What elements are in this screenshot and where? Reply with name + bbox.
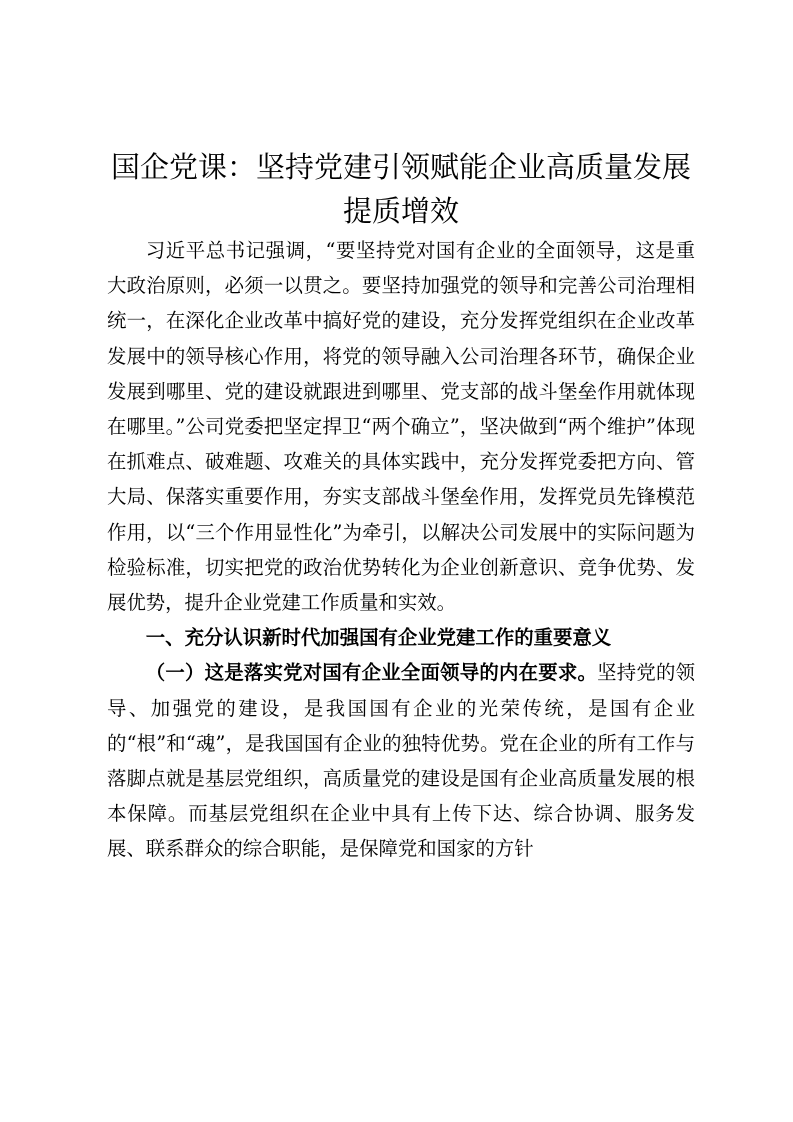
document-title xyxy=(107,145,695,233)
intro-paragraph: 习近平总书记强调，“要坚持党对国有企业的全面领导，这是重大政治原则，必须一以贯之。要坚持加强党的领导和完善公司治理相统一，在深化企业改革中搞好党的建设，充分发挥党组织在企业改革发展中的领导核心作用，将党的领导融入公司治理各环节，确保企业发展到哪里、党的建设就跟进到哪里、党支部的战斗堡垒作用就体现在哪里。”公司党委把坚定捍卫“两个确立”，坚决做到“两个维护”体现在抓难点、破难题、攻难关的具体实践中，充分发挥党委把方向、管大局、保落实重要作用，夯实支部战斗堡垒作用，发挥党员先锋模范作用，以“三个作用显性化”为牵引，以解决公司发展中的实际问题为检验标准，切实把党的政治优势转化为企业创新意识、竞争优势、发展优势，提升企业党建工作质量和实效。 xyxy=(107,239,695,615)
title-line-2: 提质增效 xyxy=(342,194,459,228)
document-body xyxy=(107,145,695,867)
subsection-paragraph xyxy=(107,655,695,866)
subsection-body: 坚持党的领导、加强党的建设，是我国国有企业的光荣传统，是国有企业的“根”和“魂”，是我国国有企业的独特优势。党在企业的所有工作与落脚点就是基层党组织，高质量党的建设是国有企业高质量发展的根本保障。而基层党组织在企业中具有上传下达、综合协调、服务发展、联系群众的综合职能，是保障党和国家的方针 xyxy=(107,661,696,861)
title-line-1: 国企党课：坚持党建引领赋能企业高质量发展 xyxy=(110,150,691,184)
subsection-lead: （一）这是落实党对国有企业全面领导的内在要求。 xyxy=(145,661,598,685)
section-heading: 一、充分认识新时代加强国有企业党建工作的重要意义 xyxy=(145,626,612,650)
